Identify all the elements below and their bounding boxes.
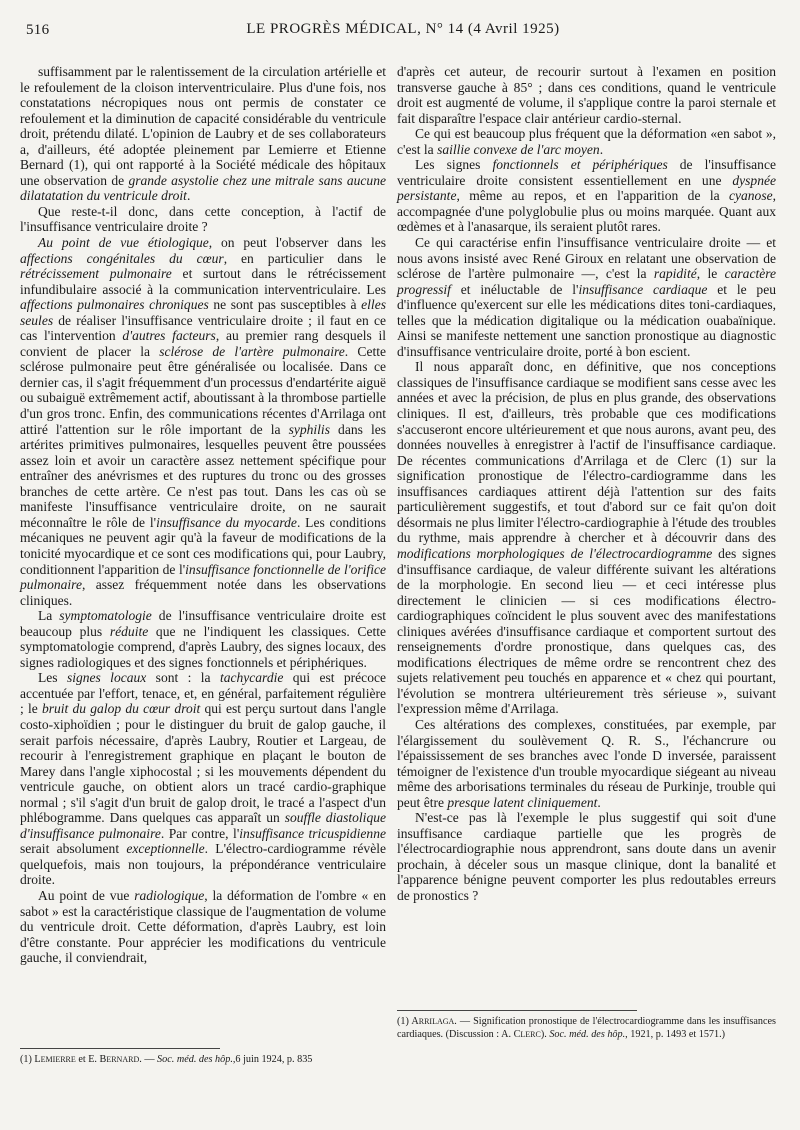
paragraph: d'après cet auteur, de recourir surtout à l'examen en position transverse gauche à 85° ; dans ces conditions, quand le ventricule droit est augmenté de volume, il s'applique contre la paroi sternale et fait disparaître l'espace clair antérieur cardio-sternal. [397, 64, 776, 126]
footnote-left: (1) LEMIERRE et E. BERNARD. — Soc. méd. des hôp.,6 juin 1924, p. 835 [20, 1054, 313, 1065]
paragraph: Il nous apparaît donc, en définitive, que nos conceptions classiques de l'insuffisance cardiaque se modifient sans cesse avec les années et avec la précision, de plus en plus grande, des observations cliniques. Il est, d'ailleurs, très probable que ces modifications s'accuseront encore ultérieurement et que nous aurons, avant peu, des données nouvelles à enregistrer à l'actif de l'insuffisance cardiaque. De récentes communications d'Arrilaga et de Clerc (1) sur la signification pronostique de l'électro-cardiogramme dans les insuffisances cardiaques attirent déjà l'attention sur des faits particulièrement suggestifs, et tout d'abord sur ce fait qu'on doit désormais ne plus limiter l'électro-cardiographie à l'étude des troubles du rythme, mais apprendre à chercher et à découvrir dans des modifications morphologiques de l'électrocardiogramme des signes d'insuffisance cardiaque, de valeur différente suivant les altérations de la morphologie. En second lieu — et ceci intéresse plus directement le clinicien — si ces modifications électro-cardiographiques coïncident le plus souvent avec des manifestations cliniques avérées d'insuffisance cardiaque et comportent surtout des renseignements d'ordre pronostique, dans quelques cas, des modifications électriques de même ordre se rencontrent chez des sujets relativement peu touchés en apparence et « chez qui pourtant, l'évolution se montrera ultérieurement très sérieuse », suivant l'expression même d'Arrilaga. [397, 359, 776, 717]
paragraph: Ce qui est beaucoup plus fréquent que la déformation «en sabot », c'est la saillie convexe de l'arc moyen. [397, 126, 776, 157]
journal-title: LE PROGRÈS MÉDICAL, N° 14 (4 Avril 1925) [246, 21, 560, 37]
paragraph: Ces altérations des complexes, constituées, par exemple, par l'élargissement du soulèvement Q. R. S., l'échancrure ou l'épaississement de ses branches avec l'onde D inversée, paraissent témoigner de l'existence d'un trouble myocardique siégeant au niveau même des arborisations terminales du réseau de Purkinje, trouble qui peut être presque latent cliniquement. [397, 716, 776, 810]
paragraph: Au point de vue étiologique, on peut l'observer dans les affections congénitales du cœur, en particulier dans le rétrécissement pulmonaire et surtout dans le rétrécissement infundibulaire associé à la communication interventriculaire. Les affections pulmonaires chroniques ne sont pas susceptibles à elles seules de réaliser l'insuffisance ventriculaire droite ; il faut en ce cas l'intervention d'autres facteurs, au premier rang desquels il convient de placer la sclérose de l'artère pulmonaire. Cette sclérose pulmonaire peut être généralisée ou localisée. Dans ce dernier cas, il s'agit fréquemment d'un processus d'endartérite aiguë ou subaiguë extrêmement actif, aboutissant à la thrombose partielle d'un gros tronc. Enfin, des communications récentes d'Arrilaga ont attiré l'attention sur le rôle important de la syphilis dans les artérites primitives pulmonaires, lesquelles peuvent être poussées assez loin et avoir un caractère assez nettement spécifique pour entraîner des anévrismes et des ruptures du tronc ou des grosses branches de cette artère. Ce n'est pas tout. Dans les cas où se manifeste l'insuffisance ventriculaire droite, on ne saurait méconnaître le rôle de l'insuffisance du myocarde. Les conditions mécaniques ne peuvent agir qu'à la faveur de modifications de la tonicité myocardique et ce sont ces modifications qui, pour Laubry, conditionnent l'apparition de l'insuffisance fonctionnelle de l'orifice pulmonaire, assez fréquemment notée dans les observations cliniques. [20, 235, 387, 608]
paragraph: Les signes fonctionnels et périphériques de l'insuffisance ventriculaire droite consistent essentiellement en une dyspnée persistante, même au repos, et en l'apparition de la cyanose, accompagnée d'une polyglobulie plus ou moins marquée. Quant aux œdèmes et à l'anasarque, ils seraient plutôt rares. [397, 157, 776, 235]
paragraph: suffisamment par le ralentissement de la circulation artérielle et le refoulement de la cloison interventriculaire. Plus d'une fois, nos constatations nécropiques nous ont permis de constater ce refoulement et la diminution de capacité considérable du ventricule droit, prétendu dilaté. L'opinion de Laubry et de ses collaborateurs a, d'ailleurs, été adoptée pleinement par Lemierre et Etienne Bernard (1), qui ont rapporté à la Société médicale des hôpitaux une observation de grande asystolie chez une mitrale sans aucune dilatatation du ventricule droit. [20, 64, 386, 204]
left-column [20, 64, 386, 966]
paragraph: Au point de vue radiologique, la déformation de l'ombre « en sabot » est la caractéristique classique de l'augmentation de volume du ventricule droit. Cette déformation, d'après Laubry, est loin d'être constante. Pour apprécier les modifications du ventricule gauche, il conviendrait, [20, 887, 386, 966]
right-column [397, 64, 776, 904]
paragraph: Ce qui caractérise enfin l'insuffisance ventriculaire droite — et nous avons insisté avec René Giroux en relatant une observation de sclérose de l'artère pulmonaire —, c'est la rapidité, le caractère progressif et inéluctable de l'insuffisance cardiaque et le peu d'influence qu'exercent sur elle les médications dites toni-cardiaques, telles que la médication digitalique ou la médication ouabaïnique. Ainsi se manifeste nettement une sanction pronostique au diagnostic d'insuffisance ventriculaire droite, porté à bon escient. [397, 235, 777, 359]
footnote-right: (1) ARRILAGA. — Signification pronostique de l'électrocardiogramme dans les insuffisances cardiaques. (Discussion : A. CLERC). Soc. méd. des hôp., 1921, p. 1493 et 1571.) [397, 1016, 776, 1040]
page-header [22, 18, 784, 44]
paragraph: La symptomatologie de l'insuffisance ventriculaire droite est beaucoup plus réduite que ne l'indiquent les classiques. Cette symptomatologie comprend, d'après Laubry, des signes locaux, des signes radiologiques et des signes fonctionnels et périphériques. [20, 608, 386, 670]
page-number: 516 [26, 22, 50, 38]
footnote-divider-right [397, 1010, 637, 1011]
paragraph: Les signes locaux sont : la tachycardie qui est précoce accentuée par l'effort, tenace, et, en général, parfaitement régulière ; le bruit du galop du cœur droit qui est perçu surtout dans l'angle costo-xiphoïdien ; pour le distinguer du bruit de galop gauche, il serait parfois nécessaire, d'après Laubry, Routier et Largeau, de recourir à l'enregistrement graphique en plaçant le bouton de Marey dans l'angle xiphocostal ; si les mouvements dépendent du ventricule gauche, on obtient alors un tracé cardio-graphique normal ; s'il s'agit d'un bruit de galop droit, le tracé a l'aspect d'un phlébogramme. Dans quelques cas apparaît un souffle diastolique d'insuffisance pulmonaire. Par contre, l'insuffisance tricuspidienne serait absolument exceptionnelle. L'électro-cardiogramme révèle quelquefois, mais non toujours, la prépondérance ventriculaire droite. [20, 670, 386, 888]
footnote-divider-left [20, 1048, 220, 1049]
paragraph: Que reste-t-il donc, dans cette conception, à l'actif de l'insuffisance ventriculaire droite ? [20, 203, 386, 235]
paragraph: N'est-ce pas là l'exemple le plus suggestif qui soit d'une insuffisance cardiaque partielle que les progrès de l'électrocardiographie nous apprendront, sans doute dans un avenir prochain, à déceler sous un masque clinique, dont la banalité et l'apparence bénigne peuvent comporter les plus redoutables erreurs de pronostics ? [397, 810, 776, 903]
